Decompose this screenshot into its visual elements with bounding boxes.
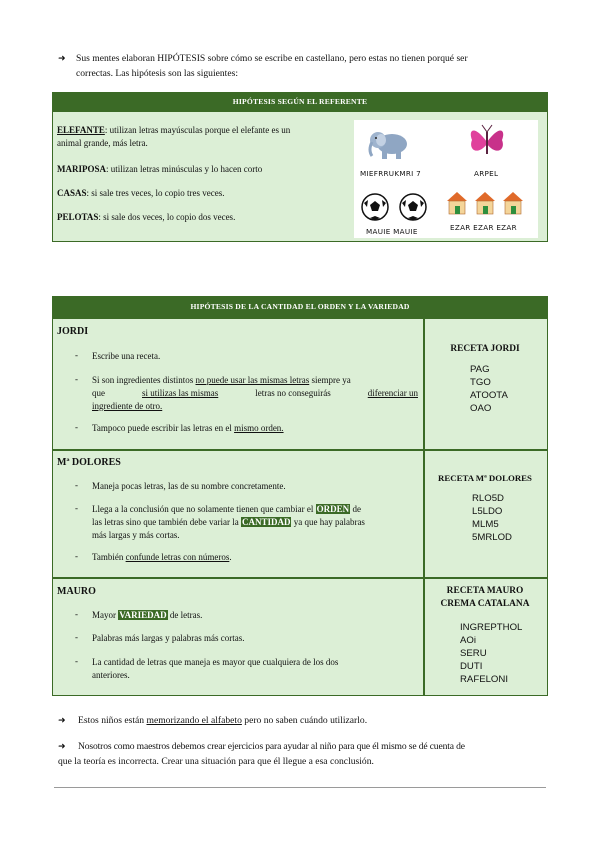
jordi-bullet-3: Tampoco puede escribir las letras en el mismo orden. bbox=[92, 423, 284, 433]
jordi-bullet-2-line-2: que si utilizas las mismas letras no conseguirás diferenciar un bbox=[92, 388, 418, 398]
arrow-bullet-icon: ➜ bbox=[58, 716, 66, 726]
referent-illustration bbox=[354, 120, 538, 238]
dash-bullet: - bbox=[75, 656, 78, 666]
intro-line-2: correctas. Las hipótesis son las siguientes: bbox=[76, 68, 238, 79]
jordi-title: JORDI bbox=[57, 326, 89, 337]
quantity-header: HIPÓTESIS DE LA CANTIDAD EL ORDEN Y LA VARIEDAD bbox=[52, 296, 548, 318]
closing-paragraph-2-line-2: que la teoría es incorrecta. Crear una situación para que él llegue a esa conclusión. bbox=[58, 756, 374, 767]
jordi-bullet-1: Escribe una receta. bbox=[92, 351, 161, 361]
dash-bullet: - bbox=[75, 350, 78, 360]
mauro-bullet-3-line-2: anteriores. bbox=[92, 670, 130, 680]
dash-bullet: - bbox=[75, 632, 78, 642]
dolores-recipe-line: RLO5D bbox=[472, 493, 504, 504]
dolores-bullet-2-line-1: Llega a la conclusión que no solamente tienen que cambiar el ORDEN de bbox=[92, 504, 361, 514]
casas-text: CASAS: si sale tres veces, lo copio tres veces. bbox=[57, 188, 225, 198]
dolores-recipe-line: 5MRLOD bbox=[472, 532, 512, 543]
dash-bullet: - bbox=[75, 503, 78, 513]
dolores-title: Mª DOLORES bbox=[57, 457, 121, 468]
footer-divider bbox=[54, 787, 546, 788]
mauro-bullet-2: Palabras más largas y palabras más cortas. bbox=[92, 633, 245, 643]
referent-header: HIPÓTESIS SEGÚN EL REFERENTE bbox=[52, 92, 548, 112]
dash-bullet: - bbox=[75, 374, 78, 384]
mauro-recipe-title: RECETA MAURO bbox=[446, 586, 524, 596]
mauro-bullet-3-line-1: La cantidad de letras que maneja es mayor que cualquiera de los dos bbox=[92, 657, 339, 667]
dolores-bullet-2-line-2: las letras sino que también debe variar la CANTIDAD ya que hay palabras bbox=[92, 517, 365, 527]
houses-label: EZAR EZAR EZAR bbox=[450, 223, 517, 232]
jordi-recipe-title: RECETA JORDI bbox=[450, 344, 520, 354]
mauro-recipe-line: DUTI bbox=[460, 661, 483, 672]
intro-line-1: Sus mentes elaboran HIPÓTESIS sobre cómo se escribe en castellano, pero estas no tienen porqué ser bbox=[76, 53, 468, 64]
houses-icon bbox=[446, 190, 526, 216]
mariposa-text: MARIPOSA: utilizan letras minúsculas y lo hacen corto bbox=[57, 164, 263, 174]
mauro-recipe-line: SERU bbox=[460, 648, 487, 659]
closing-paragraph-2-line-1: Nosotros como maestros debemos crear ejercicios para ayudar al niño para que él mismo se dé cuenta de bbox=[78, 741, 465, 752]
elephant-icon bbox=[366, 126, 412, 162]
mauro-recipe-subtitle: CREMA CATALANA bbox=[440, 599, 530, 609]
dolores-recipe-title: RECETA Mª DOLORES bbox=[438, 473, 532, 483]
jordi-bullet-2-line-1: Si son ingredientes distintos no puede usar las mismas letras siempre ya bbox=[92, 375, 351, 385]
football-icon bbox=[398, 192, 428, 222]
jordi-recipe-line: TGO bbox=[470, 377, 491, 388]
butterfly-icon bbox=[468, 122, 506, 162]
dolores-recipe-line: MLM5 bbox=[472, 519, 499, 530]
elephant-label: MIEFRRUKMRI 7 bbox=[360, 169, 422, 178]
jordi-recipe-line: ATOOTA bbox=[470, 390, 508, 401]
closing-paragraph-1: Estos niños están memorizando el alfabeto pero no saben cuándo utilizarlo. bbox=[78, 715, 368, 726]
dash-bullet: - bbox=[75, 609, 78, 619]
elefante-text: ELEFANTE: utilizan letras mayúsculas porque el elefante es un bbox=[57, 125, 291, 135]
dolores-bullet-1: Maneja pocas letras, las de su nombre concretamente. bbox=[92, 481, 286, 491]
mauro-recipe-line: RAFELONI bbox=[460, 674, 508, 685]
butterfly-label: ARPEL bbox=[474, 169, 499, 178]
jordi-recipe-line: PAG bbox=[470, 364, 490, 375]
arrow-bullet-icon: ➜ bbox=[58, 742, 66, 752]
football-icon bbox=[360, 192, 390, 222]
jordi-recipe-line: OAO bbox=[470, 403, 492, 414]
dash-bullet: - bbox=[75, 480, 78, 490]
dolores-recipe-line: L5LDO bbox=[472, 506, 503, 517]
dash-bullet: - bbox=[75, 422, 78, 432]
elefante-text-2: animal grande, más letra. bbox=[57, 138, 148, 148]
pelotas-text: PELOTAS: si sale dos veces, lo copio dos veces. bbox=[57, 212, 236, 222]
jordi-bullet-2-line-3: ingrediente de otro. bbox=[92, 401, 163, 411]
dolores-bullet-2-line-3: más largas y más cortas. bbox=[92, 530, 180, 540]
dash-bullet: - bbox=[75, 551, 78, 561]
mauro-title: MAURO bbox=[57, 586, 96, 597]
mauro-bullet-1: Mayor VARIEDAD de letras. bbox=[92, 610, 203, 620]
mauro-recipe-line: INGREPTHOL bbox=[460, 622, 523, 633]
balls-label: MAUIE MAUIE bbox=[366, 227, 418, 236]
mauro-recipe-line: AOi bbox=[460, 635, 476, 646]
dolores-bullet-3: También confunde letras con números. bbox=[92, 552, 232, 562]
arrow-bullet-icon: ➜ bbox=[58, 54, 66, 64]
